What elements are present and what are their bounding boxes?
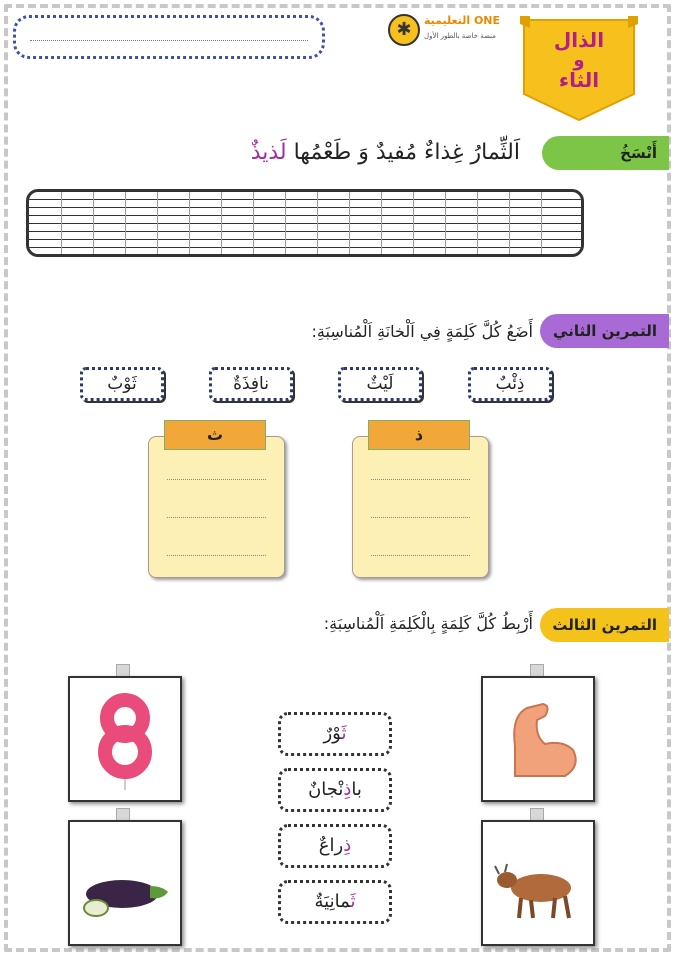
eggplant-icon <box>78 830 172 936</box>
picture-bull[interactable] <box>481 820 595 946</box>
writing-grid[interactable] <box>26 189 584 257</box>
exercise2-instruction: أَضَعُ كُلَّ كَلِمَةٍ فِي اَلْخانَةِ اَلْمُناسِبَةِ: <box>311 322 533 341</box>
word-card-4[interactable]: ثَوْبٌ <box>80 367 164 401</box>
name-field[interactable] <box>13 15 325 59</box>
sort-card-dhal-label: ذ <box>368 420 470 450</box>
bull-icon <box>491 830 585 936</box>
muscle-arm-icon <box>491 686 585 792</box>
publisher-logo: ✱ التعليمية ONE منصة خاصة بالطور الأول <box>388 12 508 54</box>
match-word-2[interactable]: باذِنْجانٌ <box>278 768 392 812</box>
number-eight-balloon-icon <box>78 686 172 792</box>
title-line-2: و <box>573 50 585 71</box>
match-word-4[interactable]: ثَمانِيَةٌ <box>278 880 392 924</box>
match-word-3[interactable]: ذِراعٌ <box>278 824 392 868</box>
word-card-1[interactable]: ذِئْبٌ <box>468 367 552 401</box>
word-card-3[interactable]: نافِذَةٌ <box>209 367 293 401</box>
section-exercise3-tag: التمرين الثالث <box>540 608 669 642</box>
picture-arm[interactable] <box>481 676 595 802</box>
sort-card-dhal[interactable] <box>352 436 489 578</box>
copy-sentence: اَلثِّمارُ غِذاءٌ مُفيدٌ وَ طَعْمُها لَذيذٌ <box>250 140 520 165</box>
title-line-1: الذال <box>553 28 605 52</box>
lightbulb-icon: ✱ <box>388 14 420 46</box>
exercise3-instruction: أَرْبِطُ كُلَّ كَلِمَةٍ بِالْكَلِمَةِ اَلْمُناسِبَةِ: <box>323 614 533 633</box>
title-line-3: الثاء <box>558 68 600 92</box>
section-copy-tag: أَنْسَخُ <box>542 136 669 170</box>
picture-number-eight[interactable] <box>68 676 182 802</box>
word-card-2[interactable]: لَيْثٌ <box>338 367 422 401</box>
sort-card-tha-label: ث <box>164 420 266 450</box>
section-exercise2-tag: التمرين الثاني <box>540 314 669 348</box>
title-banner <box>520 16 638 124</box>
picture-eggplant[interactable] <box>68 820 182 946</box>
match-word-1[interactable]: ثَوْرٌ <box>278 712 392 756</box>
sort-card-tha[interactable] <box>148 436 285 578</box>
